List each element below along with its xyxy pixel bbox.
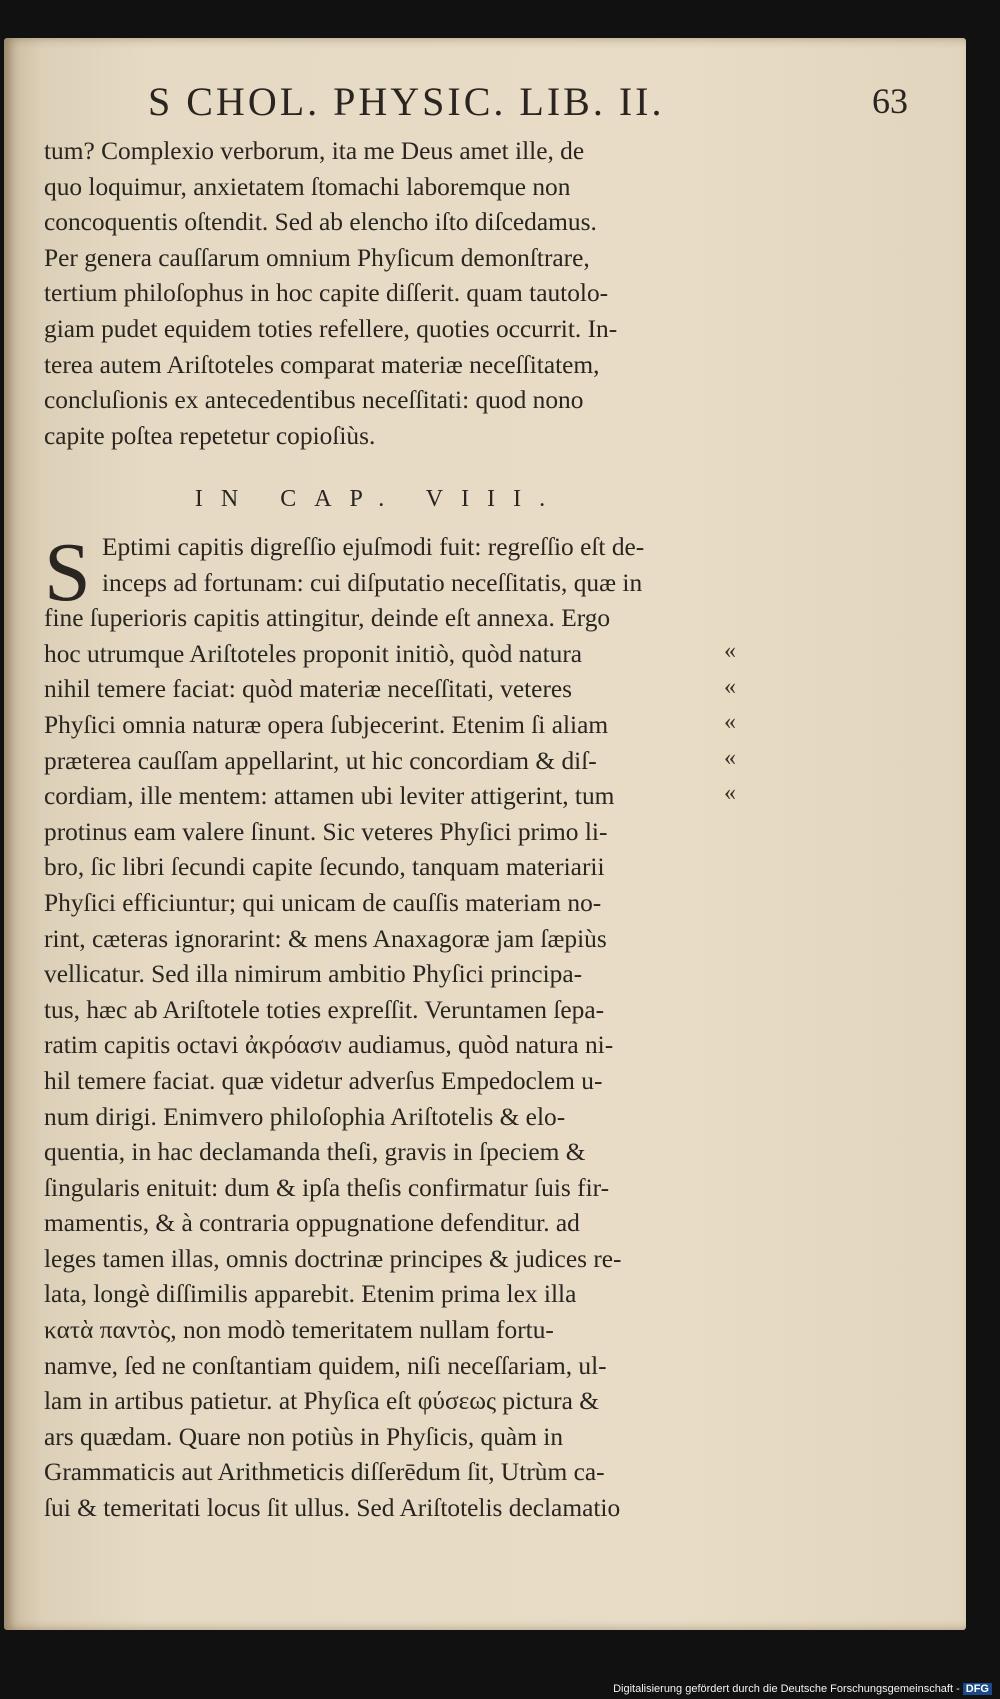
- text-line: lata, longè diſſimilis apparebit. Etenim prima lex illa: [44, 1280, 577, 1309]
- text-line: fine ſuperioris capitis attingitur, deinde eſt annexa. Ergo: [44, 604, 611, 633]
- dfg-logo: DFG: [963, 1683, 992, 1695]
- text-line: præterea cauſſam appellarint, ut hic concordiam & diſ-: [44, 746, 597, 775]
- text-line: inceps ad fortunam: cui diſputatio neceſſitatis, quæ in: [102, 568, 643, 597]
- text-line: Phyſici omnia naturæ opera ſubjecerint. Etenim ſi aliam: [44, 710, 609, 739]
- quote-mark: «: [724, 709, 736, 736]
- digitization-credit: [613, 1683, 992, 1695]
- paragraph-1: [44, 134, 714, 454]
- text-line: lam in artibus patietur. at Phyſica eſt φύσεως pictura &: [44, 1387, 599, 1416]
- text-line: ſingularis enituit: dum & ipſa theſis confirmatur ſuis fir-: [44, 1173, 610, 1202]
- credit-text: Digitalisierung gefördert durch die Deutsche Forschungsgemeinschaft -: [613, 1683, 960, 1695]
- text-line: giam pudet equidem toties refellere, quoties occurrit. In-: [44, 314, 618, 343]
- text-line: hoc utrumque Ariſtoteles proponit initiò, quòd natura: [44, 639, 583, 668]
- text-line: vellicatur. Sed illa nimirum ambitio Phyſici principa-: [44, 960, 583, 989]
- text-line: ratim capitis octavi ἀκρόασιν audiamus, quòd natura ni-: [44, 1031, 614, 1060]
- quote-mark: «: [724, 744, 736, 771]
- text-line: Grammaticis aut Arithmeticis diſſerēdum ſit, Utrùm ca-: [44, 1458, 605, 1487]
- text-line: ars quædam. Quare non potiùs in Phyſicis, quàm in: [44, 1422, 564, 1451]
- text-line: concoquentis oſtendit. Sed ab elencho iſto diſcedamus.: [44, 208, 597, 237]
- text-line: protinus eam valere ſinunt. Sic veteres Phyſici primo li-: [44, 817, 608, 846]
- drop-cap: S: [44, 526, 91, 619]
- page-number: 63: [872, 81, 908, 121]
- text-line: num dirigi. Enimvero philoſophia Ariſtotelis & elo-: [44, 1102, 566, 1131]
- text-line: Eptimi capitis digreſſio ejuſmodi fuit: regreſſio eſt de-: [102, 533, 645, 561]
- text-line: ſui & temeritati locus ſit ullus. Sed Ariſtotelis declamatio: [44, 1494, 621, 1523]
- running-head: S CHOL. PHYSIC. LIB. II.: [148, 79, 665, 124]
- paragraph-2: [44, 526, 714, 1527]
- quote-mark: «: [724, 780, 736, 807]
- quote-mark: «: [724, 673, 736, 700]
- text-line: cordiam, ille mentem: attamen ubi leviter attigerint, tum: [44, 782, 615, 811]
- text-line: hil temere faciat. quæ videtur adverſus Empedoclem u-: [44, 1066, 603, 1095]
- text-line: capite poſtea repetetur copioſiùs.: [44, 421, 376, 450]
- text-line: tertium philoſophus in hoc capite diſſerit. quam tautolo-: [44, 279, 609, 308]
- text-line: quentia, in hac declamanda theſi, gravis in ſpeciem &: [44, 1138, 586, 1167]
- margin-quote-marks: [724, 634, 736, 812]
- quote-mark: «: [724, 638, 736, 664]
- book-page: [4, 38, 966, 1630]
- text-line: nihil temere faciat: quòd materiæ neceſſitati, veteres: [44, 675, 573, 704]
- text-line: quo loquimur, anxietatem ſtomachi laboremque non: [44, 172, 571, 201]
- page-header: [48, 78, 928, 128]
- text-line: terea autem Ariſtoteles comparat materiæ neceſſitatem,: [44, 350, 600, 379]
- text-line: Phyſici efficiuntur; qui unicam de cauſſis materiam no-: [44, 888, 602, 917]
- text-line: tum? Complexio verborum, ita me Deus amet ille, de: [44, 137, 585, 165]
- text-line: κατὰ παντὸς, non modò temeritatem nullam fortu-: [44, 1316, 554, 1345]
- text-line: leges tamen illas, omnis doctrinæ principes & judices re-: [44, 1244, 622, 1273]
- text-line: Per genera cauſſarum omnium Phyſicum demonſtrare,: [44, 243, 590, 272]
- text-line: bro, ſic libri ſecundi capite ſecundo, tanquam materiarii: [44, 853, 605, 882]
- chapter-heading: IN CAP. VIII.: [194, 486, 564, 512]
- text-line: rint, cæteras ignorarint: & mens Anaxagoræ jam ſæpiùs: [44, 924, 607, 953]
- text-line: namve, ſed ne conſtantiam quidem, niſi neceſſariam, ul-: [44, 1351, 607, 1380]
- text-line: mamentis, & à contraria oppugnatione defenditur. ad: [44, 1209, 580, 1238]
- text-line: tus, hæc ab Ariſtotele toties expreſſit. Veruntamen ſepa-: [44, 995, 605, 1024]
- text-line: concluſionis ex antecedentibus neceſſitati: quod nono: [44, 386, 584, 415]
